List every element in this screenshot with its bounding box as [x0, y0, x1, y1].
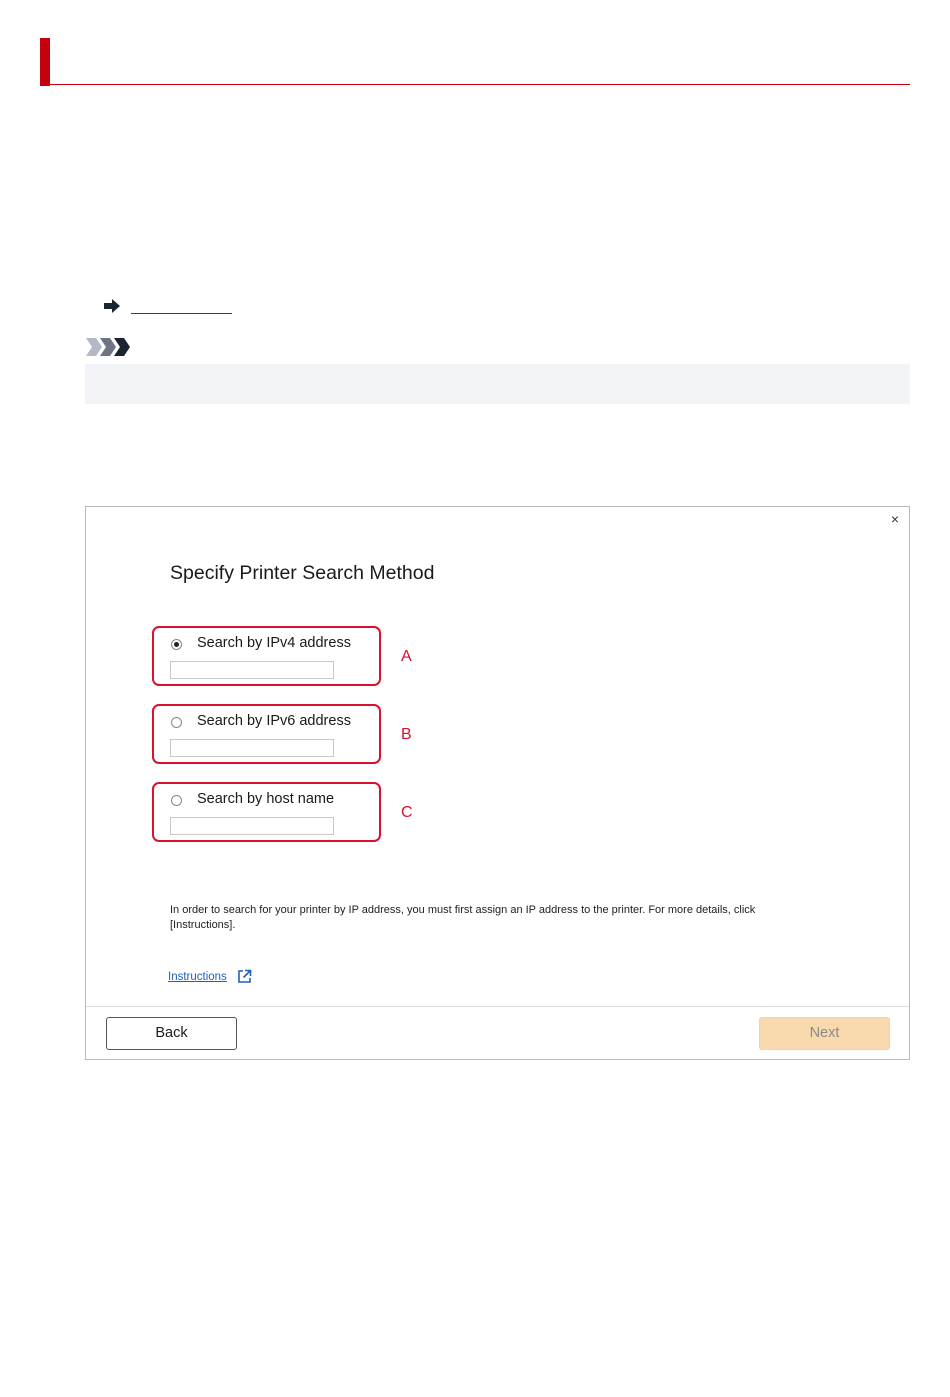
note-chevrons-icon: [85, 338, 131, 356]
host-name-label[interactable]: Search by host name: [197, 791, 335, 807]
footer-divider: [86, 1006, 909, 1007]
note-box: [85, 364, 910, 404]
option-ipv4: [152, 626, 381, 686]
printer-search-dialog: [85, 506, 910, 1060]
ipv6-radio[interactable]: [171, 717, 182, 728]
info-text: In order to search for your printer by IP address, you must first assign an IP address to the printer. For more details, click [Instructions].: [170, 904, 756, 931]
option-ipv6: [152, 704, 381, 764]
ipv6-label[interactable]: Search by IPv6 address: [197, 713, 351, 729]
ipv6-input[interactable]: [170, 739, 334, 757]
ipv4-label[interactable]: Search by IPv4 address: [197, 635, 351, 651]
host-name-radio[interactable]: [171, 795, 182, 806]
dialog-title: Specify Printer Search Method: [170, 562, 435, 584]
close-icon[interactable]: ×: [890, 511, 900, 527]
callout-c: C: [401, 804, 413, 821]
arrow-right-icon: [104, 299, 122, 313]
back-button[interactable]: Back: [106, 1017, 237, 1050]
ipv4-input[interactable]: [170, 661, 334, 679]
heading-rule: [40, 84, 910, 85]
heading-accent-bar: [40, 38, 50, 86]
next-button[interactable]: Next: [759, 1017, 890, 1050]
instructions-link[interactable]: Instructions: [168, 971, 227, 983]
option-host-name: [152, 782, 381, 842]
ipv4-radio[interactable]: [171, 639, 182, 650]
host-name-input[interactable]: [170, 817, 334, 835]
external-link-icon[interactable]: [237, 969, 252, 984]
callout-a: A: [401, 648, 412, 665]
callout-b: B: [401, 726, 412, 743]
reference-link[interactable]: [131, 313, 232, 314]
